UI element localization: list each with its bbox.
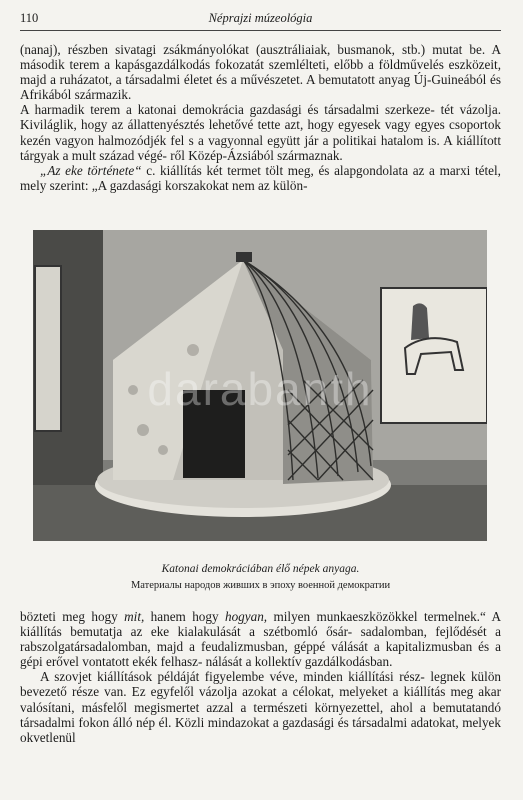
text-line: géppé válását a kapitalizmusban és a gépi erővel vontatott ekék felhasz- bbox=[20, 639, 502, 670]
text-line: előbb a földművelés eszközeit, majd a ruházatot, a társadalmi életet és bbox=[20, 57, 502, 88]
paragraph bbox=[20, 163, 501, 193]
figure-caption-russian: Материалы народов живших в эпоху военной демократии bbox=[130, 580, 391, 591]
text-line: c. kiállítás két termet tölt meg, és alapgondolata bbox=[141, 162, 409, 178]
text-line: együtt jár a politikai hatalom is. A kiállított tárgyak a mult század végé- bbox=[20, 132, 501, 163]
exhibition-title: „Az eke története“ bbox=[40, 162, 142, 178]
text-line: sadalomban, fejlődését a rabszolgatársadalomban, majd a feudalizmusban, bbox=[20, 624, 501, 655]
figure-caption-hungarian: Katonai demokráciában élő népek anyaga. bbox=[161, 563, 360, 575]
paragraph bbox=[20, 609, 501, 669]
body-text-bottom bbox=[20, 609, 501, 745]
text-line: mutat be. A második terem a kapásgazdálkodás fokozatát szemlélteti, bbox=[20, 42, 502, 73]
paragraph bbox=[20, 102, 501, 162]
text-line: legnek külön bevezető része van. Ez egyfelől vázolja azokat a célokat, bbox=[20, 669, 502, 700]
text-run: bözteti meg hogy bbox=[20, 609, 125, 624]
text-line: a művészetet. A bemutatott anyag Új-Guineából és Afrikából származik. bbox=[20, 72, 502, 103]
text-line: tét vázolja. Kiviláglik, hogy az állattenyésztés lehetővé tette azt, hogy bbox=[20, 102, 501, 133]
text-line: nálását a kollektív gazdálkodásban. bbox=[205, 654, 393, 670]
emphasis-hogyan: hogyan, bbox=[224, 609, 268, 624]
text-line: ről Közép-Ázsiából származnak. bbox=[170, 147, 343, 163]
text-line: A szovjet kiállítások példáját figyelembe véve, minden kiállítási rész- bbox=[40, 669, 425, 685]
text-line: természeti környezettel, ahol a bemutatandó társadalmi fokon álló nép él. bbox=[20, 699, 501, 730]
running-title: Néprajzi múzeológia bbox=[208, 11, 313, 25]
text-line: (nanaj), részben sivatagi zsákmányolókat (ausztráliaiak, busmanok, stb.) bbox=[20, 42, 426, 57]
watermark: darabanth bbox=[147, 363, 373, 415]
page-number: 110 bbox=[20, 11, 39, 25]
text-line: melyeket a kiállítás meg akar valósítani, másfelől megismertet azzal a bbox=[20, 684, 501, 715]
text-line: termelnek.“ A kiállítás bemutatja az eke kialakulását a szétbomló ősár- bbox=[20, 609, 502, 640]
body-text-top bbox=[20, 42, 501, 193]
text-line: az a marxi tétel, mely szerint: „A gazdasági korszakokat nem az külön- bbox=[20, 162, 501, 193]
paragraph bbox=[20, 669, 501, 744]
text-run: hanem hogy bbox=[144, 609, 225, 624]
emphasis-mit: mit, bbox=[124, 609, 145, 624]
page-header bbox=[20, 8, 501, 31]
text-run: milyen munkaeszközökkel bbox=[267, 609, 418, 624]
paragraph bbox=[20, 42, 501, 102]
text-line: A harmadik terem a katonai demokrácia gazdasági és társadalmi szerkeze- bbox=[20, 102, 435, 118]
text-line: egyesek vagy egyes csoportok kezén vagyon halmozódjék fel s a vagyonnal bbox=[20, 117, 502, 148]
text-line: Közli mindazokat a gazdasági és társadalmi adatokat, melyek okvetlenül bbox=[20, 714, 502, 745]
yurt-photograph bbox=[33, 230, 487, 541]
